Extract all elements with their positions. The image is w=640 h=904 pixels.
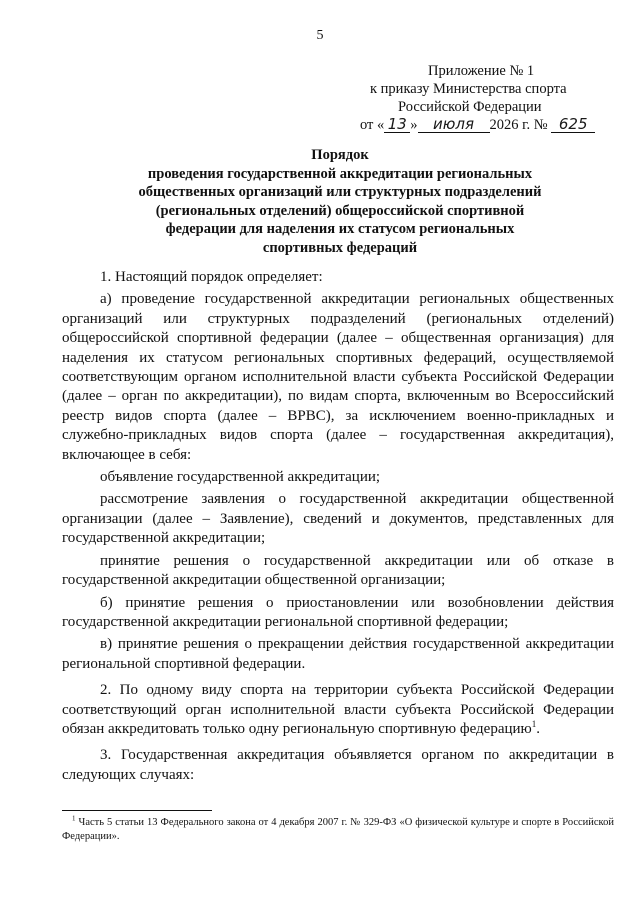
handwritten-month: июля: [418, 116, 490, 133]
paragraph-1: 1. Настоящий порядок определяет:: [100, 269, 323, 285]
appendix-date-line: [340, 115, 588, 134]
document-body: [62, 268, 614, 785]
paragraph-2: [62, 681, 614, 739]
heading-line-3: (региональных отделений) общероссийской спортивной: [155, 202, 525, 219]
paragraph-decision: принятие решения о государственной аккредитации или об отказе в государственной аккредитации общественной организации;: [62, 552, 614, 589]
footnote-marker: 1: [72, 814, 76, 823]
paragraph-2-text: 2. По одному виду спорта на территории субъекта Российской Федерации соответствующий орган исполнительной власти субъекта Российской Федерации обязан аккредитовать только одну региональную спортивную федерацию: [62, 682, 614, 737]
appendix-ministry-line: Российской Федерации: [398, 99, 542, 115]
appendix-title: Приложение № 1: [428, 63, 535, 79]
paragraph-1b: б) принятие решения о приостановлении или возобновлении действия государственной аккредитации региональной спортивной федерации;: [62, 594, 614, 630]
paragraph-3: 3. Государственная аккредитация объявляется органом по аккредитации в следующих случаях:: [62, 747, 614, 783]
date-mid: »: [410, 117, 418, 133]
page-number: 5: [316, 28, 324, 43]
document-heading: [60, 146, 620, 257]
paragraph-1c: в) принятие решения о прекращении действия государственной аккредитации региональной спортивной федерации.: [62, 636, 614, 672]
appendix-block: [340, 62, 588, 134]
date-prefix: от «: [360, 117, 385, 133]
appendix-order-line: к приказу Министерства спорта: [370, 81, 567, 97]
heading-line-5: спортивных федераций: [262, 239, 418, 256]
handwritten-day: 13: [384, 116, 410, 133]
paragraph-2-end: .: [536, 720, 541, 737]
footnote-reference: 1: [531, 718, 537, 729]
heading-line-1: проведения государственной аккредитации региональных: [147, 165, 533, 182]
footnote-text: Часть 5 статьи 13 Федерального закона от 4 декабря 2007 г. № 329-ФЗ «О физической культуре и спорте в Российской Федерации».: [62, 817, 614, 842]
paragraph-1a: а) проведение государственной аккредитации региональных общественных организаций или структурных подразделений (региональных отделений) общероссийской спортивной федерации (далее – общественная организация) для наделения их статусом региональных спортивных федераций, осуществляемой соответствующим органом исполнительной власти субъекта Российской Федерации (далее – орган по аккредитации), по видам спорта, включенным во Всероссийский реестр видов спорта (далее – ВРВС), за исключением военно-прикладных и служебно-прикладных видов спорта (далее – государственная аккредитация), включающее в себя:: [62, 291, 614, 463]
date-year: 2026 г. №: [489, 117, 548, 133]
paragraph-announcement: объявление государственной аккредитации;: [100, 469, 381, 486]
heading-title: Порядок: [311, 147, 369, 163]
heading-line-2: общественных организаций или структурных подразделений: [138, 184, 542, 200]
footnote: [62, 816, 614, 844]
handwritten-order-number: 625: [551, 116, 595, 133]
paragraph-review: рассмотрение заявления о государственной аккредитации общественной организации (далее – Заявление), сведений и документов, представленных для государственной аккредитации;: [62, 491, 614, 547]
footnote-separator: [62, 810, 212, 811]
heading-line-4: федерации для наделения их статусом региональных: [165, 221, 515, 237]
